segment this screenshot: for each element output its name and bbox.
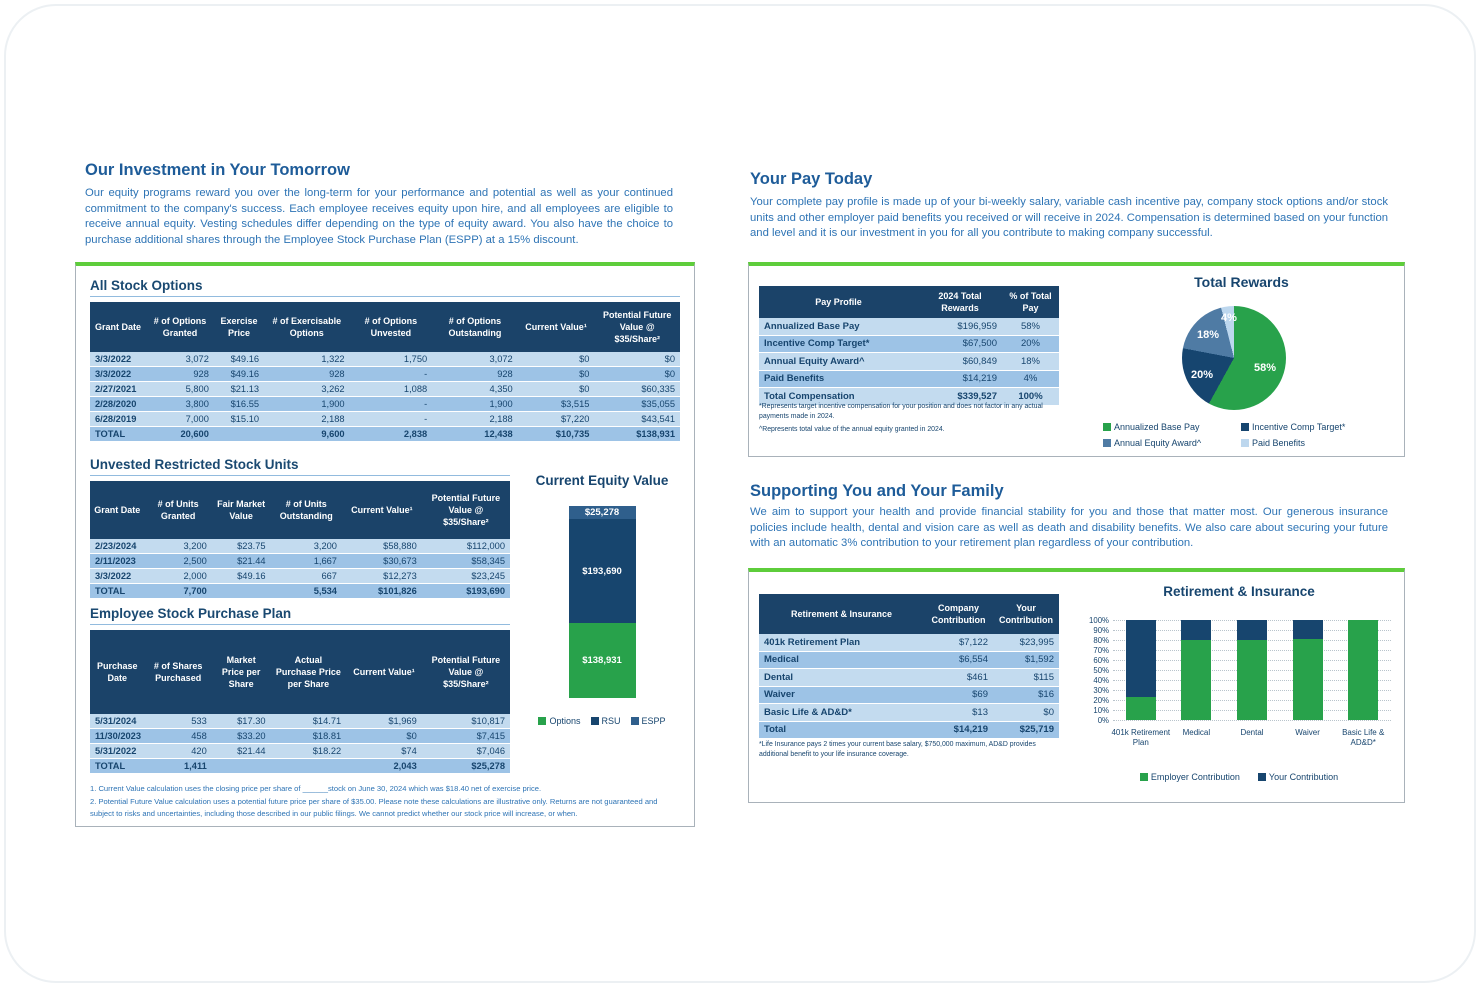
base-pay-swatch-icon — [1103, 423, 1111, 431]
table-cell: $16.55 — [214, 397, 264, 412]
column-header: # of Units Granted — [145, 481, 212, 539]
table-cell: 2/11/2023 — [90, 554, 145, 569]
table-cell: 58% — [1002, 318, 1059, 335]
employer-swatch-icon — [1140, 773, 1148, 781]
column-header: Potential Future Value @ $35/Share² — [422, 630, 510, 714]
table-cell: $196,959 — [918, 318, 1002, 335]
equity-stacked-bar — [569, 506, 636, 698]
table-cell: 2,188 — [264, 412, 350, 427]
table-cell: 1,900 — [264, 397, 350, 412]
column-header: Pay Profile — [759, 286, 918, 318]
column-header: Grant Date — [90, 302, 146, 352]
supporting-heading: Supporting You and Your Family — [750, 482, 1004, 500]
table-row — [90, 759, 510, 774]
table-cell: $138,931 — [594, 427, 680, 442]
table-cell: 1,667 — [271, 554, 342, 569]
pay-today-panel — [748, 262, 1405, 457]
table-cell: 20% — [1002, 335, 1059, 353]
table-cell: $15.10 — [214, 412, 264, 427]
table-cell: $10,735 — [518, 427, 595, 442]
table-cell: 3,800 — [146, 397, 214, 412]
table-cell: $16 — [993, 686, 1059, 704]
stacked-bar-3 — [1237, 620, 1267, 720]
equity-chart-legend — [516, 716, 688, 726]
column-header: # of Units Outstanding — [271, 481, 342, 539]
table-cell: 3,072 — [146, 352, 214, 367]
table-cell: 5,800 — [146, 382, 214, 397]
gridline — [1113, 720, 1391, 721]
pay-profile-footnote-1: *Represents target incentive compensation for your position and does not factor in any actual payments made in 2024. — [759, 403, 1043, 421]
employer-contribution-segment — [1348, 620, 1378, 720]
supporting-intro: We aim to support your health and provide financial stability for you and those that matter most. Our generous insurance policies include health, dental and vision care as well as death and disability benefits. We also care about securing your future with an automatic 3% contribution to your retirement plan regardless of your contribution. — [750, 506, 1388, 550]
table-cell: $23,245 — [422, 569, 510, 584]
table-cell: Basic Life & AD&D* — [759, 704, 924, 722]
ri-chart-title: Retirement & Insurance — [1163, 584, 1315, 599]
table-cell: 2,500 — [145, 554, 212, 569]
table-cell: 12,438 — [432, 427, 518, 442]
table-cell: 1,088 — [350, 382, 433, 397]
table-row — [90, 569, 510, 584]
table-cell: $13 — [924, 704, 993, 722]
column-header: # of Options Granted — [146, 302, 214, 352]
column-header: % of Total Pay — [1002, 286, 1059, 318]
table-cell: $58,345 — [422, 554, 510, 569]
your-contribution-segment — [1126, 620, 1156, 697]
table-cell: $14,219 — [924, 721, 993, 739]
table-cell: 2,000 — [145, 569, 212, 584]
table-cell: $23.75 — [212, 539, 271, 554]
table-cell: 20,600 — [146, 427, 214, 442]
table-cell: 401k Retirement Plan — [759, 634, 924, 651]
table-row — [759, 669, 1059, 687]
table-cell: 3,200 — [145, 539, 212, 554]
table-row — [90, 744, 510, 759]
espp-section — [90, 606, 510, 774]
table-cell: $3,515 — [518, 397, 595, 412]
category-label: Waiver — [1295, 728, 1320, 737]
table-cell: $17.30 — [212, 714, 271, 729]
table-cell: 458 — [145, 729, 212, 744]
equity-chart-title: Current Equity Value — [535, 473, 669, 488]
column-header: Retirement & Insurance — [759, 594, 924, 634]
table-cell: 2,043 — [346, 759, 422, 774]
table-cell: $25,719 — [993, 721, 1059, 739]
rsu-swatch-icon — [591, 717, 599, 725]
y-axis-tick-label: 20% — [1093, 696, 1109, 705]
table-cell: $21.44 — [212, 554, 271, 569]
rsu-title: Unvested Restricted Stock Units — [90, 457, 510, 476]
table-cell: 1,322 — [264, 352, 350, 367]
table-row — [90, 412, 680, 427]
retirement-insurance-table — [759, 594, 1059, 739]
table-cell: TOTAL — [90, 427, 146, 442]
your-contribution-segment — [1237, 620, 1267, 640]
legend-item-options — [538, 716, 580, 726]
pay-profile-table — [759, 286, 1059, 406]
table-cell: 3/3/2022 — [90, 569, 145, 584]
your-contribution-segment — [1293, 620, 1323, 639]
equity-panel — [75, 262, 695, 827]
equity-footnote-2: 2. Potential Future Value calculation uses a potential future price per share of $35.00. Please note these calculations are illustrative only. Returns are not guaranteed and subject to risks and uncertainties, including those described in our public filings. We cannot predict whether our stock price will increase, or when. — [90, 797, 658, 819]
legend-item-base-pay — [1103, 422, 1241, 432]
table-row — [90, 382, 680, 397]
y-axis-tick-label: 90% — [1093, 626, 1109, 635]
table-header-row — [90, 630, 510, 714]
table-cell: 4% — [1002, 370, 1059, 388]
table-cell: Annual Equity Award^ — [759, 353, 918, 371]
espp-table — [90, 630, 510, 774]
table-header-row — [759, 594, 1059, 634]
y-axis-tick-label: 0% — [1097, 716, 1109, 725]
table-cell: Waiver — [759, 686, 924, 704]
table-row — [90, 367, 680, 382]
stacked-bar-5 — [1348, 620, 1378, 720]
table-cell: 100% — [1002, 388, 1059, 406]
employer-contribution-segment — [1293, 639, 1323, 720]
table-cell: $0 — [993, 704, 1059, 722]
equity-bar-segment-rsu: $193,690 — [569, 519, 636, 623]
retirement-table-section — [759, 594, 1059, 739]
table-cell: 928 — [146, 367, 214, 382]
table-row — [759, 651, 1059, 669]
column-header: Current Value¹ — [342, 481, 422, 539]
table-cell: $0 — [518, 367, 595, 382]
table-cell: 3/3/2022 — [90, 352, 146, 367]
column-header: Potential Future Value @ $35/Share² — [422, 481, 510, 539]
table-cell: $7,415 — [422, 729, 510, 744]
table-cell: 1,411 — [145, 759, 212, 774]
retirement-footnote: *Life Insurance pays 2 times your current base salary, $750,000 maximum, AD&D provides additional benefit to your life insurance coverage. — [759, 741, 1036, 759]
column-header: Exercise Price — [214, 302, 264, 352]
stock-options-title: All Stock Options — [90, 278, 680, 297]
y-axis-tick-label: 100% — [1089, 616, 1109, 625]
column-header: Grant Date — [90, 481, 145, 539]
pie-chart-title: Total Rewards — [1194, 274, 1289, 290]
legend-item-equity-award — [1103, 438, 1241, 448]
espp-title: Employee Stock Purchase Plan — [90, 606, 510, 625]
table-cell — [212, 759, 271, 774]
table-cell: 7,000 — [146, 412, 214, 427]
table-row — [90, 539, 510, 554]
column-header: Actual Purchase Price per Share — [271, 630, 347, 714]
table-cell: $112,000 — [422, 539, 510, 554]
table-cell: 3,072 — [432, 352, 518, 367]
table-cell: 9,600 — [264, 427, 350, 442]
employer-contribution-segment — [1237, 640, 1267, 720]
table-cell: 533 — [145, 714, 212, 729]
table-cell: $10,817 — [422, 714, 510, 729]
table-row — [759, 704, 1059, 722]
stock-options-table — [90, 302, 680, 442]
left-section-heading: Our Investment in Your Tomorrow — [85, 161, 350, 179]
table-cell: $21.13 — [214, 382, 264, 397]
table-header-row — [90, 481, 510, 539]
table-cell: $101,826 — [342, 584, 422, 599]
pay-today-intro: Your complete pay profile is made up of your bi-weekly salary, variable cash incentive pay, company stock options and/or stock units and other employer paid benefits you received or will receive in 2024. Compensation is determined based on your function and level and it is our investment in you for all you contribute to making company successful. — [750, 196, 1389, 240]
pie-slice-label-base-pay: 58% — [1253, 362, 1277, 374]
y-axis-tick-label: 10% — [1093, 706, 1109, 715]
table-cell: 928 — [432, 367, 518, 382]
table-cell: 2,188 — [432, 412, 518, 427]
table-cell: 3,262 — [264, 382, 350, 397]
column-header: Purchase Date — [90, 630, 145, 714]
stock-options-section — [90, 278, 680, 442]
table-cell: 4,350 — [432, 382, 518, 397]
table-cell: $58,880 — [342, 539, 422, 554]
table-cell: Incentive Comp Target* — [759, 335, 918, 353]
data-table — [759, 594, 1059, 739]
pie-slice-label-incentive: 20% — [1190, 369, 1214, 381]
espp-swatch-icon — [631, 717, 639, 725]
table-cell: TOTAL — [90, 759, 145, 774]
column-header: Your Contribution — [993, 594, 1059, 634]
legend-label: Options — [549, 715, 581, 726]
table-cell: Total Compensation — [759, 388, 918, 406]
legend-item-incentive — [1241, 422, 1393, 432]
table-cell: $14,219 — [918, 370, 1002, 388]
table-cell — [214, 427, 264, 442]
table-cell: $18.81 — [271, 729, 347, 744]
table-cell: Medical — [759, 651, 924, 669]
category-label: Medical — [1182, 728, 1211, 737]
table-cell: $193,690 — [422, 584, 510, 599]
legend-label: Paid Benefits — [1252, 438, 1306, 448]
column-header: Current Value¹ — [346, 630, 422, 714]
table-row — [90, 584, 510, 599]
legend-label: Your Contribution — [1268, 772, 1339, 782]
table-cell: $1,969 — [346, 714, 422, 729]
table-cell: 2/23/2024 — [90, 539, 145, 554]
pay-profile-footnote-2: ^Represents total value of the annual equity granted in 2024. — [759, 426, 945, 433]
your-swatch-icon — [1258, 773, 1266, 781]
column-header: 2024 Total Rewards — [918, 286, 1002, 318]
table-row — [90, 352, 680, 367]
equity-bar-segment-espp: $25,278 — [569, 506, 636, 520]
table-cell: $18.22 — [271, 744, 347, 759]
column-header: Market Price per Share — [212, 630, 271, 714]
table-cell: $6,554 — [924, 651, 993, 669]
ri-chart-legend — [1079, 772, 1399, 782]
column-header: # of Options Unvested — [350, 302, 433, 352]
rsu-section — [90, 457, 510, 599]
table-cell: Paid Benefits — [759, 370, 918, 388]
table-cell: $67,500 — [918, 335, 1002, 353]
table-cell: 420 — [145, 744, 212, 759]
retirement-panel — [748, 568, 1405, 803]
equity-award-swatch-icon — [1103, 439, 1111, 447]
equity-footnote-1: 1. Current Value calculation uses the closing price per share of ______stock on June 30, 2024 which was $18.40 net of exercise price. — [90, 784, 542, 793]
table-row — [759, 335, 1059, 353]
table-cell: $0 — [518, 382, 595, 397]
ri-chart-plot — [1113, 620, 1391, 720]
table-cell: Annualized Base Pay — [759, 318, 918, 335]
table-cell: $7,122 — [924, 634, 993, 651]
data-table — [90, 302, 680, 442]
table-cell: $0 — [594, 352, 680, 367]
data-table — [90, 481, 510, 599]
stacked-bar-2 — [1181, 620, 1211, 720]
rsu-table — [90, 481, 510, 599]
table-cell: 1,900 — [432, 397, 518, 412]
table-cell: - — [350, 367, 433, 382]
category-label: Basic Life & AD&D* — [1342, 728, 1385, 748]
table-header-row — [90, 302, 680, 352]
table-cell: $69 — [924, 686, 993, 704]
legend-label: RSU — [601, 715, 621, 726]
table-row — [759, 634, 1059, 651]
table-cell: 2/27/2021 — [90, 382, 146, 397]
pie-slice-label-equity: 18% — [1196, 329, 1220, 341]
table-row — [759, 353, 1059, 371]
table-cell: $60,849 — [918, 353, 1002, 371]
stacked-bar-1 — [1126, 620, 1156, 720]
table-cell: $49.16 — [214, 352, 264, 367]
table-row — [759, 686, 1059, 704]
table-cell: $12,273 — [342, 569, 422, 584]
column-header: # of Shares Purchased — [145, 630, 212, 714]
column-header: Current Value¹ — [518, 302, 595, 352]
retirement-insurance-chart — [1079, 584, 1399, 796]
table-cell: $25,278 — [422, 759, 510, 774]
table-cell: $0 — [346, 729, 422, 744]
incentive-swatch-icon — [1241, 423, 1249, 431]
category-label: 401k Retirement Plan — [1111, 728, 1171, 748]
table-header-row — [759, 286, 1059, 318]
table-cell: 5,534 — [271, 584, 342, 599]
total-rewards-chart — [1089, 274, 1394, 454]
table-cell: 1,750 — [350, 352, 433, 367]
equity-bar-segment-options: $138,931 — [569, 623, 636, 698]
legend-item-espp — [631, 716, 666, 726]
legend-label: ESPP — [641, 715, 666, 726]
table-cell: TOTAL — [90, 584, 145, 599]
table-cell: $461 — [924, 669, 993, 687]
table-cell: $339,527 — [918, 388, 1002, 406]
table-cell — [212, 584, 271, 599]
table-cell: 2/28/2020 — [90, 397, 146, 412]
table-cell: $35,055 — [594, 397, 680, 412]
column-header: Company Contribution — [924, 594, 993, 634]
table-row — [90, 714, 510, 729]
stacked-bar-4 — [1293, 620, 1323, 720]
table-cell: 3/3/2022 — [90, 367, 146, 382]
pie-slice-label-benefits: 4% — [1221, 312, 1237, 324]
legend-item-paid-benefits — [1241, 438, 1393, 448]
table-cell: 18% — [1002, 353, 1059, 371]
y-axis-tick-label: 50% — [1093, 666, 1109, 675]
y-axis-tick-label: 30% — [1093, 686, 1109, 695]
column-header: Potential Future Value @ $35/Share² — [594, 302, 680, 352]
table-cell: $43,541 — [594, 412, 680, 427]
table-cell: 6/28/2019 — [90, 412, 146, 427]
table-row — [90, 397, 680, 412]
table-cell: $21.44 — [212, 744, 271, 759]
table-cell: Total — [759, 721, 924, 739]
table-cell: $49.16 — [212, 569, 271, 584]
table-cell: 5/31/2024 — [90, 714, 145, 729]
your-contribution-segment — [1181, 620, 1211, 640]
table-row — [759, 370, 1059, 388]
table-row — [90, 427, 680, 442]
table-cell: 11/30/2023 — [90, 729, 145, 744]
table-cell: $60,335 — [594, 382, 680, 397]
column-header: # of Options Outstanding — [432, 302, 518, 352]
y-axis-tick-label: 70% — [1093, 646, 1109, 655]
data-table — [90, 630, 510, 774]
pie-legend — [1103, 422, 1393, 448]
table-row — [90, 729, 510, 744]
options-swatch-icon — [538, 717, 546, 725]
legend-item-employer — [1140, 772, 1240, 782]
table-cell: $33.20 — [212, 729, 271, 744]
legend-label: Incentive Comp Target* — [1252, 422, 1346, 432]
y-axis-tick-label: 40% — [1093, 676, 1109, 685]
employer-contribution-segment — [1181, 640, 1211, 720]
table-cell: $49.16 — [214, 367, 264, 382]
legend-item-your — [1258, 772, 1338, 782]
table-cell: 2,838 — [350, 427, 433, 442]
table-cell: - — [350, 412, 433, 427]
left-section-intro: Our equity programs reward you over the long-term for your performance and potential as well as your continued commitment to the company's success. Each employee receives equity upon hire, and all employees are eligible to receive annual equity. Vesting schedules differ depending on the type of equity award. You also have the choice to purchase additional shares through the Employee Stock Purchase Plan (ESPP) at a 15% discount. — [85, 187, 673, 246]
column-header: # of Exercisable Options — [264, 302, 350, 352]
table-cell: $23,995 — [993, 634, 1059, 651]
table-cell: $74 — [346, 744, 422, 759]
y-axis-tick-label: 60% — [1093, 656, 1109, 665]
table-cell: $0 — [518, 352, 595, 367]
category-label: Dental — [1240, 728, 1264, 737]
table-cell: 3,200 — [271, 539, 342, 554]
table-cell: 5/31/2022 — [90, 744, 145, 759]
legend-label: Annual Equity Award^ — [1114, 438, 1202, 448]
employer-contribution-segment — [1126, 697, 1156, 720]
y-axis-tick-label: 80% — [1093, 636, 1109, 645]
table-cell: $30,673 — [342, 554, 422, 569]
table-row — [759, 721, 1059, 739]
legend-label: Employer Contribution — [1150, 772, 1240, 782]
table-cell — [271, 759, 347, 774]
table-cell: $7,220 — [518, 412, 595, 427]
table-cell: $0 — [594, 367, 680, 382]
table-cell: - — [350, 397, 433, 412]
pay-profile-section — [759, 286, 1059, 406]
table-cell: $115 — [993, 669, 1059, 687]
table-cell: 667 — [271, 569, 342, 584]
paid-benefits-swatch-icon — [1241, 439, 1249, 447]
pay-today-heading: Your Pay Today — [750, 170, 873, 188]
table-cell: Dental — [759, 669, 924, 687]
current-equity-value-chart — [516, 472, 688, 726]
table-row — [759, 318, 1059, 335]
table-cell: $14.71 — [271, 714, 347, 729]
table-row — [90, 554, 510, 569]
table-cell: $1,592 — [993, 651, 1059, 669]
table-cell: $7,046 — [422, 744, 510, 759]
table-cell: 928 — [264, 367, 350, 382]
data-table — [759, 286, 1059, 406]
table-cell: 7,700 — [145, 584, 212, 599]
legend-item-rsu — [591, 716, 621, 726]
legend-label: Annualized Base Pay — [1114, 422, 1200, 432]
column-header: Fair Market Value — [212, 481, 271, 539]
